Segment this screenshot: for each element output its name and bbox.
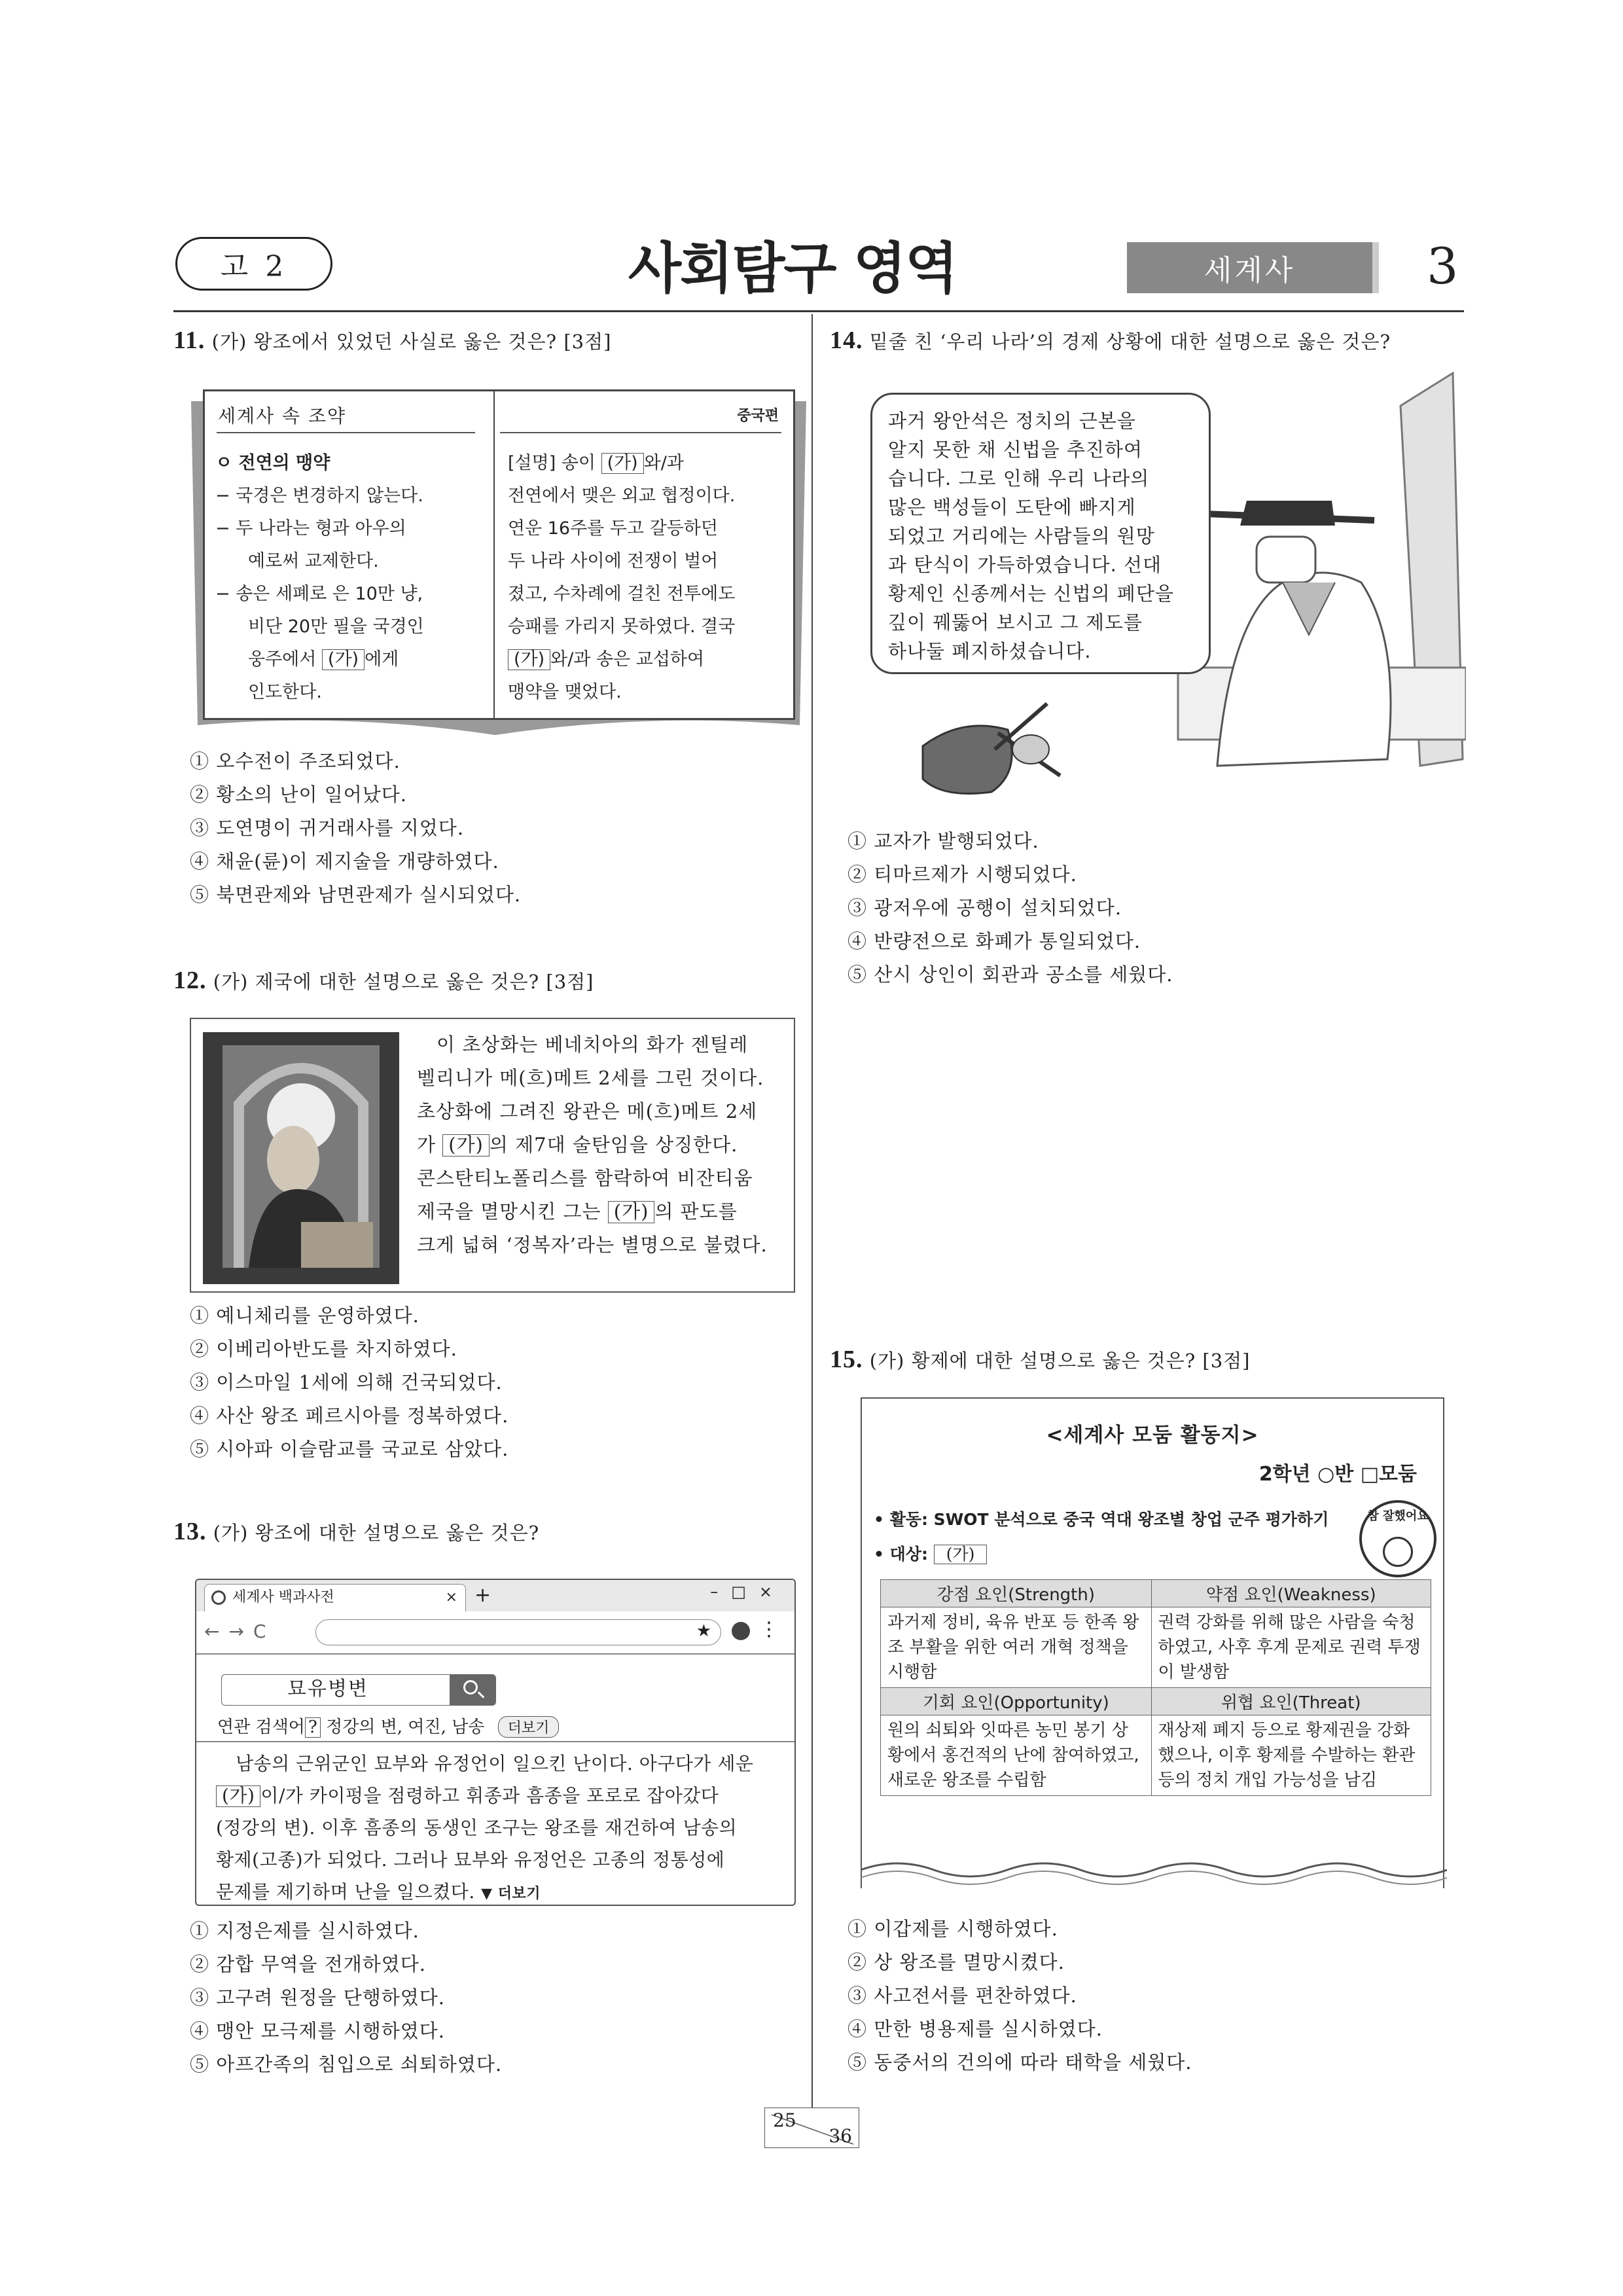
- q12-passage: [417, 1028, 768, 1262]
- q14-heading: [830, 326, 1391, 355]
- answer-option[interactable]: ③ 도연명이 귀거래사를 지었다.: [190, 817, 465, 839]
- menu-icon[interactable]: ⋮: [759, 1618, 779, 1641]
- answer-option[interactable]: ⑤ 시아파 이슬람교를 국교로 삼았다.: [190, 1438, 509, 1460]
- swot-table: [880, 1579, 1431, 1796]
- answer-option[interactable]: ④ 사산 왕조 페르시아를 정복하였다.: [190, 1405, 509, 1427]
- book-tag: 중국편: [737, 408, 779, 424]
- q14-prompt: 밑줄 친 ‘우리 나라’의 경제 상황에 대한 설명으로 옳은 것은?: [869, 331, 1391, 353]
- blank-ga-box: (가): [508, 649, 550, 670]
- q12-number: 12.: [173, 967, 207, 994]
- book-left-page: [203, 389, 494, 720]
- passage-line: 콘스탄티노폴리스를 함락하여 비잔티움: [417, 1167, 753, 1189]
- more-button[interactable]: 더보기: [498, 1716, 560, 1738]
- bubble-line: 습니다. 그로 인해 우리 나라의: [888, 467, 1150, 490]
- treaty-clause: 예로써 교제한다.: [248, 551, 379, 571]
- q13-options: [190, 1914, 502, 2081]
- blank-ga-box: (가): [442, 1134, 490, 1157]
- smile-icon: [1383, 1537, 1413, 1567]
- passage-line: 벨리니가 메(흐)메트 2세를 그린 것이다.: [417, 1067, 764, 1089]
- threat-cell: 재상제 폐지 등으로 황제권을 강화했으나, 이후 황제를 수발하는 환관 등의 정치 개입 가능성을 남김: [1151, 1715, 1431, 1796]
- q13-heading: [173, 1517, 539, 1546]
- passage-line: 제국을 멸망시킨 그는 (가) 의 판도를: [417, 1200, 738, 1223]
- treaty-clause: − 송은 세폐로 은 10만 냥,: [215, 584, 423, 604]
- passage-line: 크게 넓혀 ‘정복자’라는 별명으로 불렸다.: [417, 1234, 768, 1256]
- bubble-line: 알지 못한 채 신법을 추진하여: [888, 439, 1143, 461]
- passage-line: 가 (가) 의 제7대 술탄임을 상징한다.: [417, 1134, 738, 1156]
- q14-options: [847, 825, 1173, 992]
- window-controls: [710, 1583, 785, 1601]
- browser-window: [195, 1579, 796, 1906]
- q14-number: 14.: [830, 327, 863, 354]
- encyclopedia-search[interactable]: [221, 1674, 496, 1706]
- answer-option[interactable]: ③ 광저우에 공행이 설치되었다.: [847, 897, 1122, 919]
- content-divider: [196, 1741, 794, 1742]
- q15-heading: [830, 1345, 1251, 1374]
- search-button[interactable]: [450, 1674, 495, 1706]
- activity-sheet: [861, 1397, 1444, 1888]
- q12-options: [190, 1299, 508, 1466]
- answer-option[interactable]: ② 상 왕조를 멸망시켰다.: [847, 1951, 1065, 1973]
- answer-option[interactable]: ④ 반량전으로 화폐가 통일되었다.: [847, 930, 1141, 952]
- book-title-rule: [217, 432, 475, 433]
- bubble-line: 되었고 거리에는 사람들의 원망: [888, 525, 1155, 547]
- book-title: 세계사 속 조약: [218, 405, 347, 427]
- close-icon[interactable]: ×: [758, 1583, 785, 1601]
- more-link[interactable]: ▼ 더보기: [481, 1886, 541, 1902]
- blank-ga-box: (가): [322, 649, 365, 670]
- explanation-line: 승패를 가리지 못하였다. 결국: [508, 617, 736, 637]
- passage-line: 초상화에 그려진 왕관은 메(흐)메트 2세: [417, 1100, 758, 1122]
- back-icon[interactable]: ←: [204, 1621, 229, 1642]
- passage-line: 문제를 제기하며 난을 일으켰다.: [216, 1881, 475, 1903]
- page-counter: [764, 2108, 859, 2148]
- answer-option[interactable]: ⑤ 북면관제와 남면관제가 실시되었다.: [190, 884, 522, 906]
- opportunity-header: 기회 요인(Opportunity): [881, 1688, 1152, 1715]
- explanation-line: 졌고, 수차례에 걸친 전투에도: [508, 584, 736, 604]
- bubble-line: 깊이 꿰뚫어 보시고 그 제도를: [888, 611, 1143, 634]
- answer-option[interactable]: ② 황소의 난이 일어났다.: [190, 783, 407, 806]
- search-input-value[interactable]: 묘유병변: [287, 1677, 368, 1700]
- answer-option[interactable]: ② 이베리아반도를 차지하였다.: [190, 1338, 457, 1360]
- praise-stamp: [1359, 1500, 1436, 1577]
- answer-option[interactable]: ④ 채윤(륜)이 제지술을 개량하였다.: [190, 850, 499, 872]
- answer-option[interactable]: ② 감합 무역을 전개하였다.: [190, 1953, 427, 1975]
- answer-option[interactable]: ⑤ 아프간족의 침입으로 쇠퇴하였다.: [190, 2053, 503, 2075]
- q11-options: [190, 745, 521, 912]
- bubble-line: 하나둘 폐지하셨습니다.: [888, 640, 1092, 662]
- globe-icon: [211, 1590, 226, 1605]
- passage-line: 이 초상화는 베네치아의 화가 젠틸레: [437, 1033, 749, 1056]
- opportunity-cell: 원의 쇠퇴와 잇따른 농민 봉기 상황에서 홍건적의 난에 참여하였고, 새로운 왕조를 수립함: [881, 1715, 1152, 1796]
- strength-header: 강점 요인(Strength): [881, 1580, 1152, 1607]
- new-tab-icon[interactable]: +: [474, 1584, 491, 1607]
- answer-option[interactable]: ⑤ 동중서의 건의에 따라 태학을 세웠다.: [847, 2051, 1192, 2073]
- class-line: 2학년 ○반 □모둠: [1258, 1463, 1417, 1486]
- answer-option[interactable]: ③ 이스마일 1세에 의해 건국되었다.: [190, 1371, 503, 1393]
- nav-buttons: [204, 1621, 276, 1642]
- sheet-title: <세계사 모둠 활동지>: [1046, 1424, 1259, 1447]
- book-tag-rule: [500, 432, 781, 433]
- answer-option[interactable]: ① 교자가 발행되었다.: [847, 830, 1039, 852]
- passage-line: (가) 이/가 카이펑을 점령하고 휘종과 흠종을 포로로 잡아갔다: [216, 1780, 753, 1812]
- explanation-line: (가) 와/과 송은 교섭하여: [508, 643, 735, 676]
- page-number: 3: [1427, 237, 1459, 295]
- grade-badge: 고 2: [175, 237, 332, 291]
- blank-ga-box: (가): [216, 1785, 260, 1807]
- answer-option[interactable]: ② 티마르제가 시행되었다.: [847, 863, 1077, 886]
- activity-line: • 활동: SWOT 분석으로 중국 역대 왕조별 창업 군주 평가하기: [874, 1510, 1329, 1529]
- q15-prompt: (가) 황제에 대한 설명으로 옳은 것은? [3점]: [869, 1350, 1251, 1372]
- minimize-icon[interactable]: –: [710, 1583, 732, 1601]
- stamp-text: 참 잘했어요: [1367, 1509, 1429, 1523]
- related-label: 연관 검색어: [217, 1717, 305, 1737]
- passage-line: 황제(고종)가 되었다. 그러나 묘부와 유정언은 고종의 정통성에: [216, 1849, 725, 1871]
- answer-option[interactable]: ③ 사고전서를 편찬하였다.: [847, 1984, 1077, 2007]
- answer-option[interactable]: ① 예니체리를 운영하였다.: [190, 1304, 419, 1327]
- profile-icon[interactable]: [732, 1622, 750, 1640]
- q12-heading: [173, 966, 594, 995]
- treaty-clause: 비단 20만 필을 국경인: [248, 617, 424, 637]
- book-right-page: [494, 389, 795, 720]
- weakness-cell: 권력 강화를 위해 많은 사람을 숙청하였고, 사후 후계 문제로 권력 투쟁이 발생함: [1151, 1607, 1431, 1688]
- q12-prompt: (가) 제국에 대한 설명으로 옳은 것은? [3점]: [213, 971, 594, 993]
- explanation-line: 전연에서 맺은 외교 협정이다.: [508, 486, 736, 506]
- browser-tab[interactable]: [204, 1584, 466, 1611]
- toolbar-divider: [196, 1653, 794, 1655]
- current-page: 25: [773, 2109, 796, 2131]
- q13-number: 13.: [173, 1518, 207, 1545]
- tab-close-icon[interactable]: ×: [445, 1589, 457, 1605]
- answer-option[interactable]: ③ 고구려 원정을 단행하였다.: [190, 1986, 446, 2009]
- torn-edge-graphic: [861, 1857, 1447, 1890]
- book-right-text: [508, 447, 735, 709]
- explanation-line: 연운 16주를 두고 갈등하던: [508, 518, 718, 539]
- q11-book-figure: [191, 382, 806, 738]
- weakness-header: 약점 요인(Weakness): [1151, 1580, 1431, 1607]
- explanation-line: 맹약을 맺었다.: [508, 682, 622, 702]
- treaty-clause: − 두 나라는 형과 아우의: [215, 518, 406, 539]
- bubble-line: 과 탄식이 가득하였습니다. 선대: [888, 554, 1162, 576]
- answer-option[interactable]: ① 이갑제를 시행하였다.: [847, 1918, 1058, 1940]
- q11-prompt: (가) 왕조에서 있었던 사실로 옳은 것은? [3점]: [211, 331, 612, 353]
- subject-tag: 세계사: [1127, 242, 1372, 293]
- q12-passage-box: [190, 1018, 795, 1293]
- explanation-line: 두 나라 사이에 전쟁이 벌어: [508, 551, 719, 571]
- q13-passage: [216, 1748, 753, 1906]
- treaty-clause: 인도한다.: [248, 682, 322, 702]
- answer-option[interactable]: ⑤ 산시 상인이 회관과 공소를 세웠다.: [847, 963, 1173, 986]
- treaty-clause: − 국경은 변경하지 않는다.: [215, 486, 423, 506]
- exam-title: 사회탐구 영역: [628, 236, 957, 300]
- speech-bubble: [870, 393, 1211, 674]
- related-search: [217, 1713, 559, 1738]
- forward-icon[interactable]: →: [228, 1621, 253, 1642]
- book-left-text: [215, 447, 424, 709]
- answer-option[interactable]: ① 지정은제를 실시하였다.: [190, 1920, 419, 1942]
- search-icon-handle: [478, 1691, 485, 1698]
- blank-ga-box: (가): [608, 1201, 655, 1223]
- portrait-image: [203, 1032, 399, 1284]
- treaty-clause: 웅주에서 (가) 에게: [248, 649, 399, 670]
- answer-option[interactable]: ④ 만한 병용제를 실시하였다.: [847, 2018, 1103, 2040]
- answer-option[interactable]: ④ 맹안 모극제를 시행하였다.: [190, 2020, 446, 2042]
- q11-heading: [173, 326, 611, 355]
- blank-ga-box: (가): [601, 453, 644, 474]
- answer-option[interactable]: ① 오수전이 주조되었다.: [190, 750, 401, 772]
- treaty-name: ㅇ 전연의 맹약: [215, 453, 330, 473]
- q13-prompt: (가) 왕조에 대한 설명으로 옳은 것은?: [213, 1522, 540, 1544]
- q11-number: 11.: [173, 327, 205, 354]
- strength-cell: 과거제 정비, 육유 반포 등 한족 왕조 부활을 위한 여러 개혁 정책을 시행함: [881, 1607, 1152, 1688]
- explanation-line: [설명] 송이 (가) 와/과: [508, 453, 684, 473]
- bubble-line: 과거 왕안석은 정치의 근본을: [888, 410, 1136, 432]
- maximize-icon[interactable]: □: [731, 1583, 759, 1601]
- star-icon[interactable]: ★: [696, 1621, 711, 1641]
- header-rule: [173, 310, 1464, 312]
- passage-line: (정강의 변). 이후 흠종의 동생인 조구는 왕조를 재건하여 남송의: [216, 1817, 738, 1839]
- passage-line: 남송의 근위군인 묘부와 유정언이 일으킨 난이다. 아구다가 세운: [236, 1753, 754, 1774]
- target-line: [874, 1541, 987, 1565]
- tab-title: 세계사 백과사전: [232, 1589, 334, 1605]
- column-divider: [812, 314, 813, 2108]
- q15-options: [847, 1912, 1192, 2079]
- reload-icon[interactable]: C: [253, 1621, 276, 1642]
- bubble-line: 많은 백성들이 도탄에 빠지게: [888, 496, 1136, 518]
- related-help-icon[interactable]: ?: [305, 1717, 321, 1738]
- bubble-line: 황제인 신종께서는 신법의 폐단을: [888, 583, 1174, 605]
- total-pages: 36: [829, 2125, 852, 2147]
- q15-number: 15.: [830, 1346, 863, 1373]
- target-label: • 대상:: [874, 1545, 928, 1564]
- threat-header: 위협 요인(Threat): [1151, 1688, 1431, 1715]
- target-value: (가): [934, 1545, 988, 1564]
- related-terms[interactable]: 정강의 변, 여진, 남송: [326, 1717, 485, 1737]
- search-icon: [463, 1680, 478, 1695]
- address-bar[interactable]: [315, 1619, 721, 1645]
